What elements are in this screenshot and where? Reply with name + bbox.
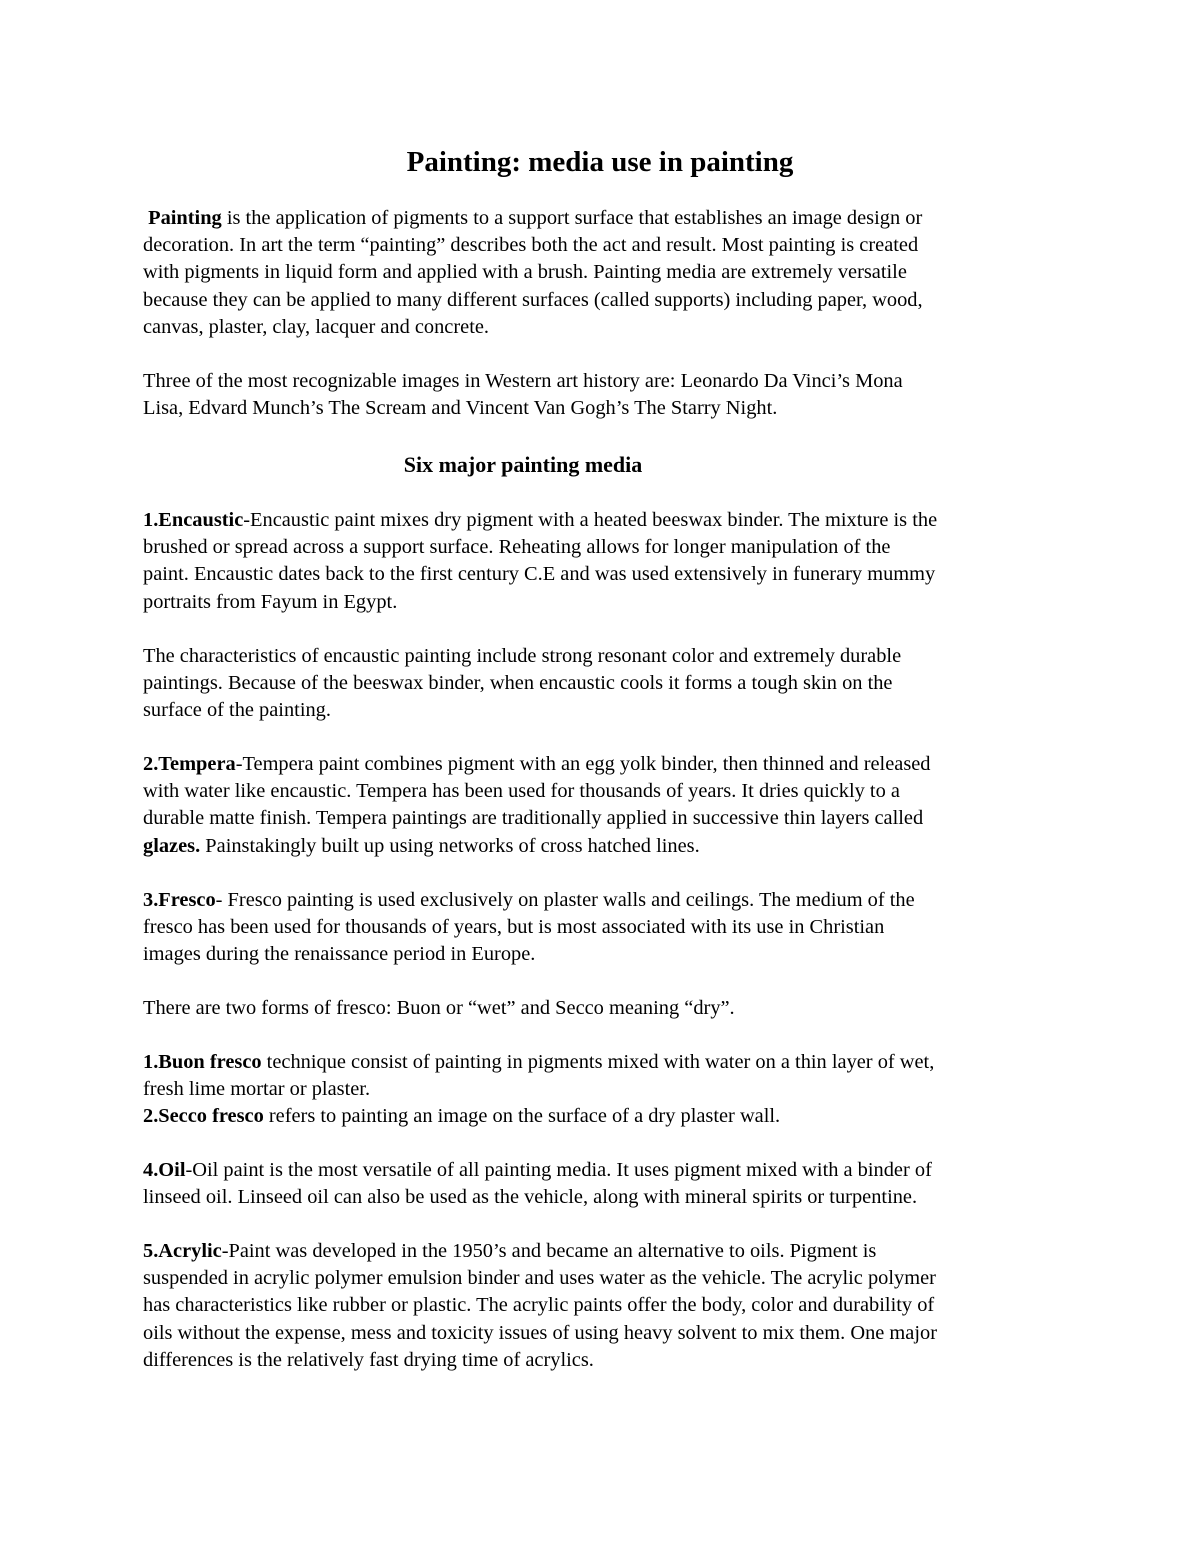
tempera-line-1 xyxy=(143,751,1063,778)
buon-line-2: fresh lime mortar or plaster. xyxy=(143,1078,371,1101)
acrylic-line-4: oils without the expense, mess and toxicity issues of using heavy solvent to mix them. One major xyxy=(143,1321,937,1344)
intro-line-1 xyxy=(143,205,1063,232)
intro-paragraph xyxy=(143,205,1063,341)
fresco-line-1 xyxy=(143,887,1063,914)
encaustic-line-3: paint. Encaustic dates back to the first century C.E and was used extensively in funerary mummy xyxy=(143,563,936,586)
fresco-types-list xyxy=(143,1049,1063,1131)
encaustic-characteristics-paragraph xyxy=(143,643,1063,725)
buon-line-1 xyxy=(143,1049,1063,1076)
intro-line-3: with pigments in liquid form and applied with a brush. Painting media are extremely versatile xyxy=(143,261,907,284)
section-title: Six major painting media xyxy=(403,452,643,477)
tempera-line-4-text: Painstakingly built up using networks of cross hatched lines. xyxy=(200,834,700,857)
acrylic-line-5: differences is the relatively fast drying time of acrylics. xyxy=(143,1348,594,1371)
oil-paragraph xyxy=(143,1157,1063,1211)
characteristics-line-2: paintings. Because of the beeswax binder, when encaustic cools it forms a tough skin on the xyxy=(143,672,893,695)
fresco-forms-line: There are two forms of fresco: Buon or “wet” and Secco meaning “dry”. xyxy=(143,997,735,1019)
tempera-line-2: with water like encaustic. Tempera has been used for thousands of years. It dries quickly to a xyxy=(143,780,900,803)
encaustic-line-4: portraits from Fayum in Egypt. xyxy=(143,590,398,613)
tempera-line-3: durable matte finish. Tempera paintings are traditionally applied in successive thin layers called xyxy=(143,807,924,830)
intro-term: Painting xyxy=(148,207,222,229)
intro-line-2: decoration. In art the term “painting” describes both the act and result. Most painting is created xyxy=(143,234,919,257)
recognizable-line-2: Lisa, Edvard Munch’s The Scream and Vincent Van Gogh’s The Starry Night. xyxy=(143,397,778,420)
acrylic-line-2: suspended in acrylic polymer emulsion binder and uses water as the vehicle. The acrylic polymer xyxy=(143,1267,936,1290)
secco-text: refers to painting an image on the surface of a dry plaster wall. xyxy=(263,1105,781,1128)
secco-line xyxy=(143,1103,1063,1130)
encaustic-paragraph xyxy=(143,507,1063,616)
fresco-label: 3.Fresco xyxy=(143,889,216,911)
acrylic-line-1 xyxy=(143,1238,1063,1265)
acrylic-paragraph xyxy=(143,1238,1063,1374)
buon-label: 1.Buon fresco xyxy=(143,1051,262,1073)
tempera-line-4 xyxy=(143,833,1063,860)
document-title: Painting: media use in painting xyxy=(406,146,794,178)
fresco-paragraph xyxy=(143,887,1063,969)
acrylic-label: 5.Acrylic xyxy=(143,1240,222,1262)
intro-line-4: because they can be applied to many different surfaces (called supports) including paper, wood, xyxy=(143,288,923,311)
oil-label: 4.Oil xyxy=(143,1159,186,1181)
fresco-forms-paragraph xyxy=(143,995,1063,1022)
oil-line-1 xyxy=(143,1157,1063,1184)
glazes-term: glazes. xyxy=(143,834,201,857)
characteristics-line-1: The characteristics of encaustic painting include strong resonant color and extremely durable xyxy=(143,645,902,667)
recognizable-line-1: Three of the most recognizable images in Western art history are: Leonardo Da Vinci’s Mona xyxy=(143,370,903,392)
tempera-label: 2.Tempera xyxy=(143,753,236,775)
tempera-line-1-text: -Tempera paint combines pigment with an egg yolk binder, then thinned and released xyxy=(235,753,931,775)
fresco-line-1-text: - Fresco painting is used exclusively on plaster walls and ceilings. The medium of the xyxy=(215,889,915,911)
fresco-line-3: images during the renaissance period in Europe. xyxy=(143,943,536,966)
oil-line-1-text: -Oil paint is the most versatile of all painting media. It uses pigment mixed with a binder of xyxy=(185,1159,932,1181)
encaustic-line-1-text: -Encaustic paint mixes dry pigment with a heated beeswax binder. The mixture is the xyxy=(243,509,938,531)
fresco-line-2: fresco has been used for thousands of years, but is most associated with its use in Christian xyxy=(143,916,885,939)
tempera-paragraph xyxy=(143,751,1063,860)
secco-label: 2.Secco fresco xyxy=(143,1105,264,1128)
intro-line-1-text: is the application of pigments to a support surface that establishes an image design or xyxy=(221,207,923,229)
encaustic-line-1 xyxy=(143,507,1063,534)
oil-line-2: linseed oil. Linseed oil can also be used as the vehicle, along with mineral spirits or turpentine. xyxy=(143,1186,918,1209)
acrylic-line-3: has characteristics like rubber or plastic. The acrylic paints offer the body, color and durability of xyxy=(143,1294,935,1317)
encaustic-line-2: brushed or spread across a support surface. Reheating allows for longer manipulation of the xyxy=(143,536,891,559)
recognizable-paragraph xyxy=(143,368,1063,422)
buon-line-1-text: technique consist of painting in pigments mixed with water on a thin layer of wet, xyxy=(261,1051,935,1073)
characteristics-line-3: surface of the painting. xyxy=(143,699,331,722)
encaustic-label: 1.Encaustic xyxy=(143,509,244,531)
acrylic-line-1-text: -Paint was developed in the 1950’s and became an alternative to oils. Pigment is xyxy=(221,1240,877,1262)
intro-line-5: canvas, plaster, clay, lacquer and concrete. xyxy=(143,315,490,338)
